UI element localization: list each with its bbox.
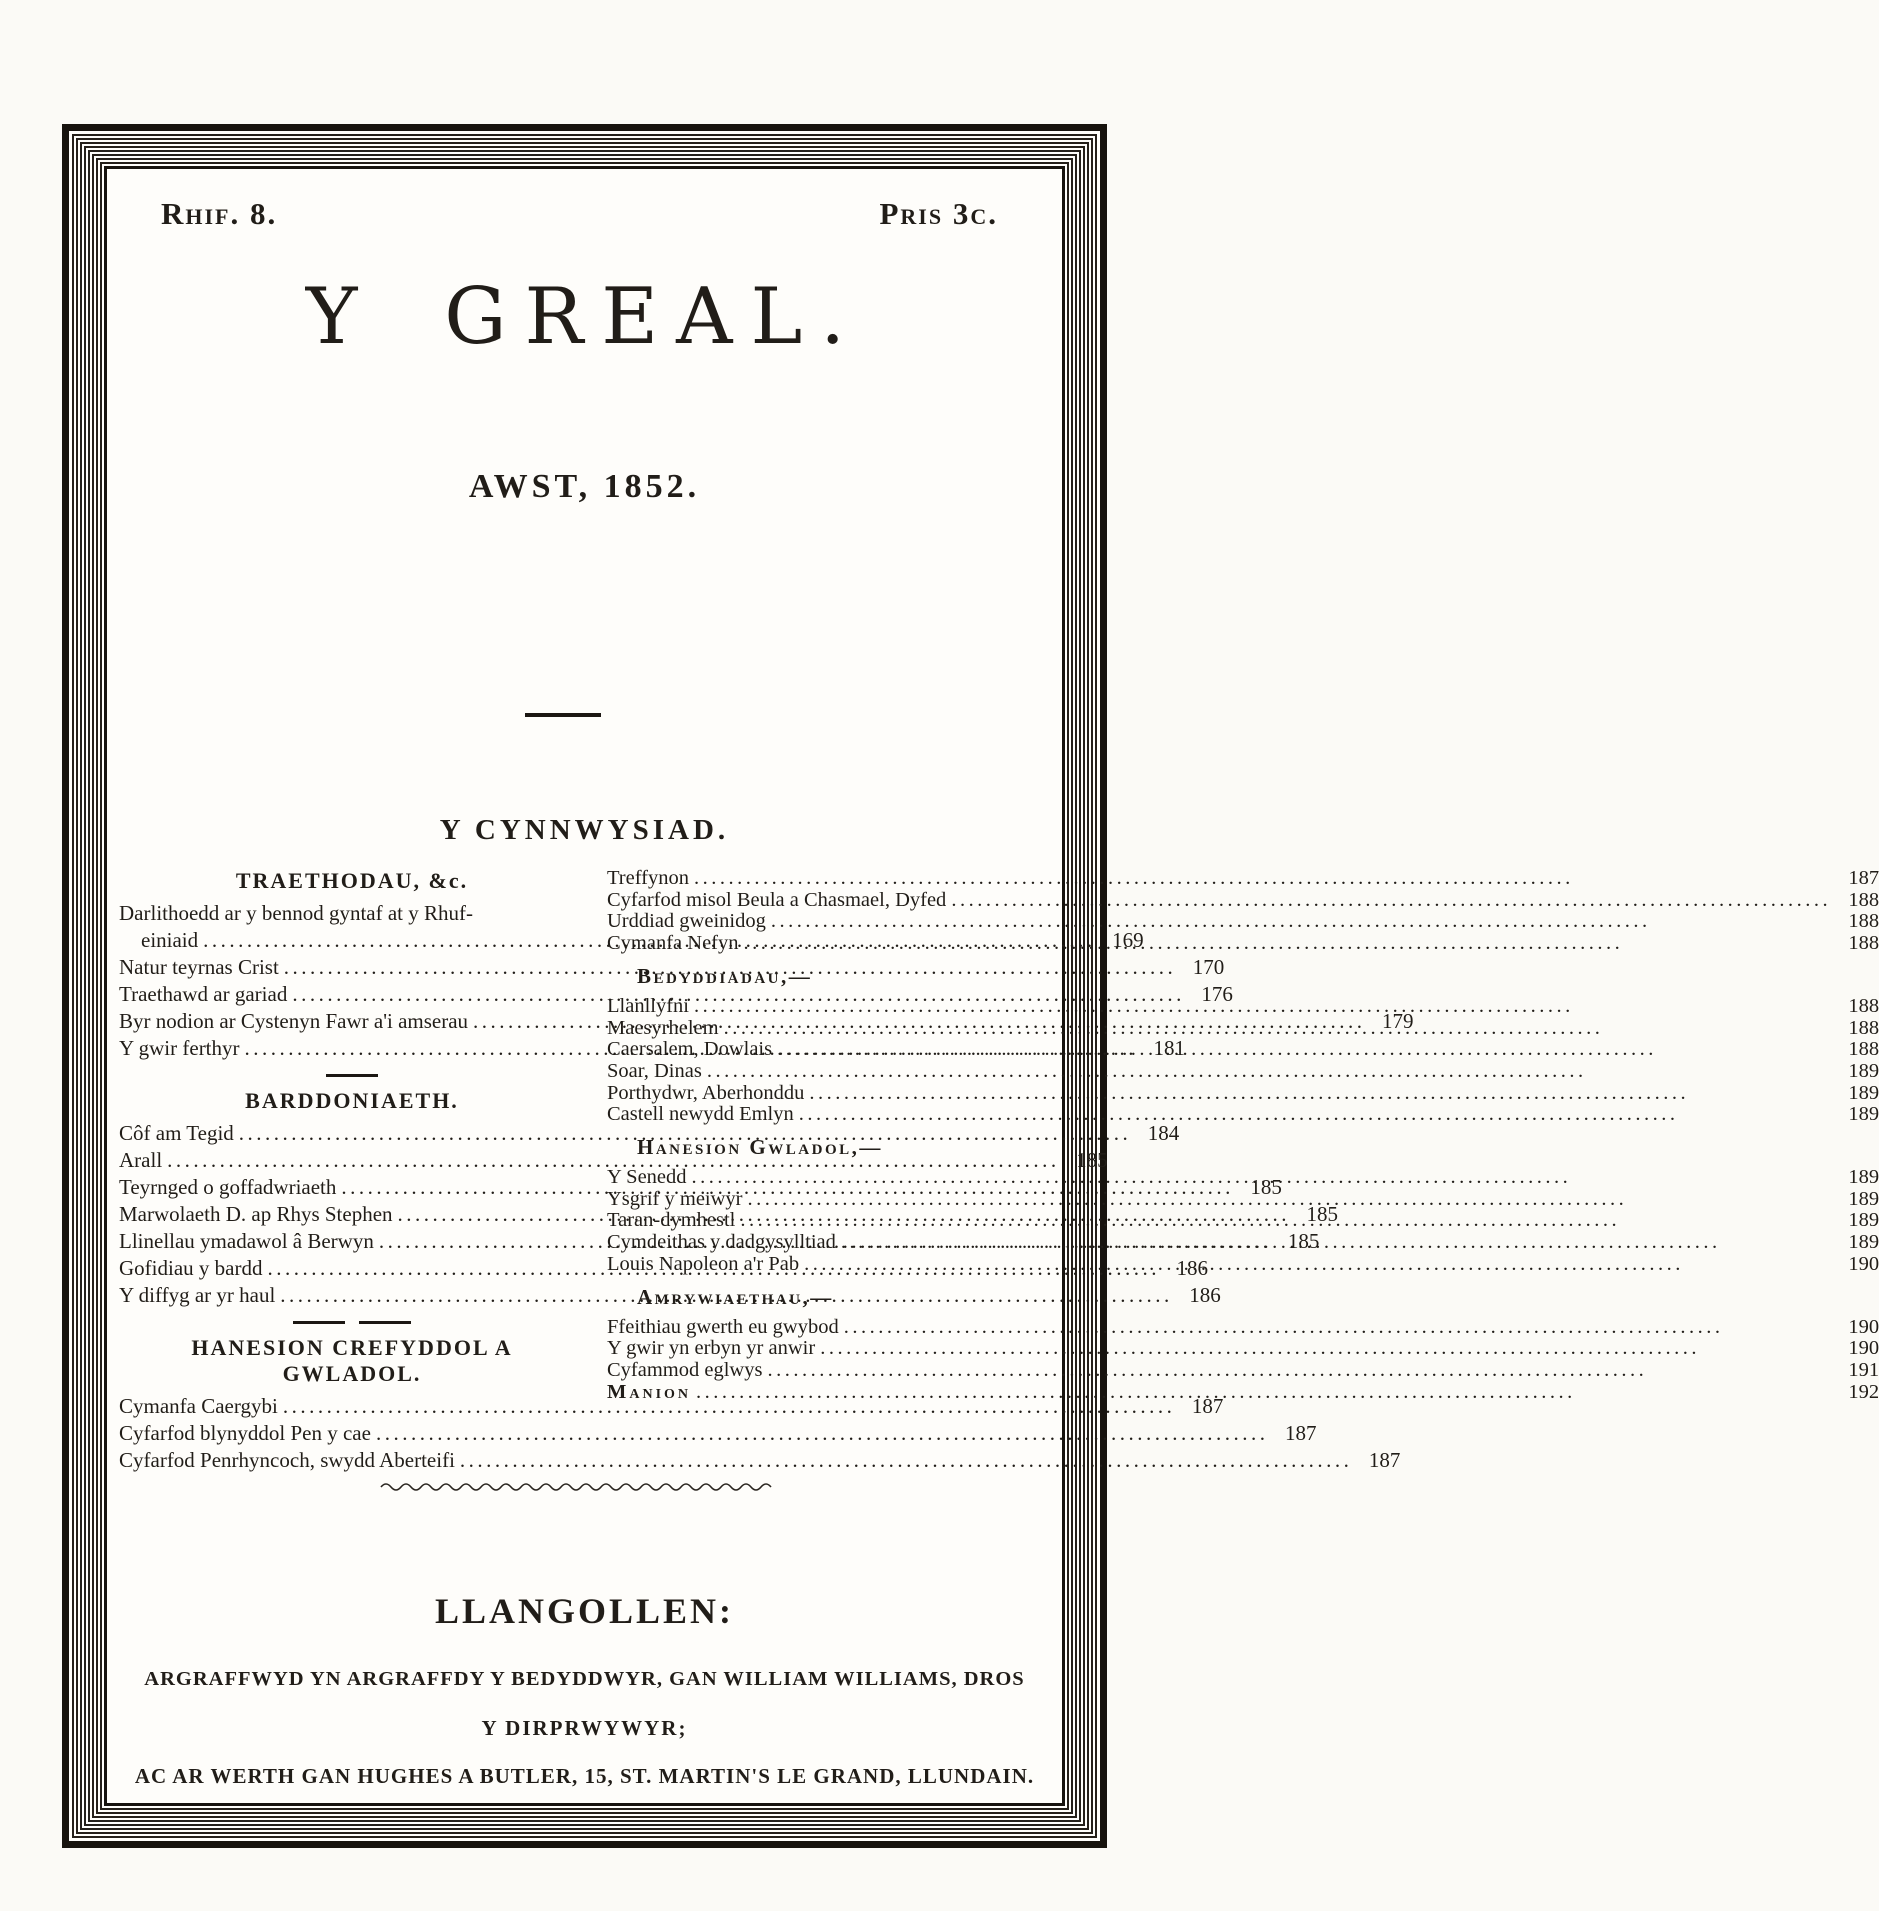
toc-entry-page: 187: [1848, 867, 1879, 889]
toc-entry-page: 185: [1306, 1202, 1339, 1226]
toc-entry-page: 189: [1848, 1209, 1879, 1232]
leader-dots: [777, 1039, 1831, 1061]
leader-dots: [844, 1317, 1831, 1339]
toc-entry: [607, 996, 1879, 1018]
toc-entry-page: 170: [1192, 955, 1225, 979]
toc-entry-label: Maesyrhelem: [607, 1016, 719, 1039]
toc-entry-label: Caersalem, Dowlais: [607, 1038, 773, 1061]
toc-entry-label: Soar, Dinas: [607, 1059, 702, 1082]
toc-entry-label: Natur teyrnas Crist: [119, 955, 279, 979]
masthead-row: [161, 196, 998, 232]
toc-entry-page: 181: [1153, 1036, 1186, 1060]
toc-entry-label: Taran-dymhestl: [607, 1209, 736, 1232]
toc-entry-label: Y Senedd: [607, 1166, 687, 1189]
leader-dots: [460, 1447, 1353, 1474]
toc-section-heading: BARDDONIAETH.: [245, 1088, 459, 1113]
leader-dots: [804, 1254, 1831, 1276]
toc-entry: [607, 1104, 1879, 1126]
toc-entry: [607, 1083, 1879, 1105]
leader-dots: [771, 911, 1831, 933]
toc-entry-page: 190: [1848, 1315, 1879, 1338]
toc-entry-label: Cymanfa Caergybi: [119, 1394, 278, 1418]
leader-dots: [767, 1360, 1831, 1382]
toc-entry-label: Cymanfa Nefyn: [607, 932, 739, 955]
toc-entry-label: Traethawd ar gariad: [119, 982, 288, 1006]
toc-entry-label: Darlithoedd ar y bennod gyntaf at y Rhuf-: [119, 901, 473, 925]
toc-entry-label: Arall: [119, 1148, 163, 1172]
leader-dots: [820, 1338, 1831, 1360]
toc-entry-page: 188: [1848, 888, 1879, 911]
toc-entry: [607, 1189, 1879, 1211]
toc-section-heading: TRAETHODAU, &c.: [235, 868, 469, 893]
toc-entry-label: Y diffyg ar yr haul: [119, 1283, 276, 1307]
toc-entry: [119, 1120, 1180, 1147]
imprint-line-1: ARGRAFFWYD YN ARGRAFFDY Y BEDYDDWYR, GAN WILLIAM WILLIAMS, DROS: [144, 1668, 1025, 1690]
toc-entry-label: Ysgrif y meiwyr: [607, 1187, 743, 1210]
toc-entry-label: Cymdeithas y dadgysylltiad: [607, 1231, 836, 1254]
toc-entry-page: 192: [1848, 1380, 1879, 1403]
toc-entry-page: 185: [1287, 1229, 1320, 1253]
toc-entry-label: Ffeithiau gwerth eu gwybod: [607, 1315, 839, 1338]
leader-dots: [841, 1232, 1831, 1254]
issue-number-label: Rhif. 8.: [161, 196, 278, 231]
toc-entry-label: Louis Napoleon a'r Pab: [607, 1252, 800, 1275]
toc-entry-page: 189: [1848, 1059, 1879, 1082]
toc-entry: [607, 890, 1879, 912]
page-content-area: [119, 176, 1879, 1796]
toc-entry-label: Treffynon: [607, 867, 690, 889]
toc-entry-label: einiaid: [141, 928, 199, 952]
toc-entry-page: 186: [1176, 1256, 1208, 1280]
decorative-border-frame: [62, 124, 1879, 1848]
toc-entry: [607, 1317, 1879, 1339]
leader-dots: [692, 1167, 1832, 1189]
toc-entry-label: Cyfarfod misol Beula a Chasmael, Dyfed: [607, 888, 947, 911]
toc-entry-page: 185: [1076, 1148, 1108, 1172]
toc-entry: [607, 1167, 1879, 1189]
toc-entry: [607, 933, 1879, 955]
toc-entry-page: 189: [1848, 1187, 1879, 1210]
section-divider-rule: [119, 1321, 585, 1324]
toc-entry-page: 187: [1284, 1421, 1317, 1445]
leader-dots: [740, 1210, 1831, 1232]
toc-entry-page: 176: [1201, 982, 1233, 1006]
toc-entry-page: 187: [1368, 1448, 1401, 1472]
toc-entry: [607, 1360, 1879, 1382]
toc-entry-page: 184: [1147, 1121, 1180, 1145]
price-label: Pris 3c.: [879, 196, 998, 231]
page-title: Y GREAL.: [305, 272, 864, 362]
toc-right-column: [599, 868, 1879, 1403]
toc-entry: [607, 1254, 1879, 1276]
leader-dots: [694, 996, 1831, 1018]
toc-entry: [119, 1447, 1401, 1474]
toc-entry-page: 188: [1848, 1016, 1879, 1039]
rule-segment: [326, 1074, 378, 1077]
toc-entry: [607, 1338, 1879, 1360]
toc-entry-page: 189: [1848, 1081, 1879, 1104]
toc-section-heading: Amrywiaethau,—: [637, 1284, 834, 1309]
toc-entry-label: Llinellau ymadawol â Berwyn: [119, 1229, 374, 1253]
toc-section-heading: HANESION CREFYDDOL A GWLADOL.: [191, 1335, 513, 1386]
toc-entry-page: 188: [1848, 910, 1879, 933]
leader-dots: [376, 1420, 1269, 1447]
toc-entry: [607, 1210, 1879, 1232]
leader-dots: [696, 1382, 1831, 1404]
leader-dots: [694, 868, 1831, 890]
toc-entry-page: 188: [1848, 1038, 1879, 1061]
toc-entry-label: Marwolaeth D. ap Rhys Stephen: [119, 1202, 393, 1226]
toc-entry-page: 189: [1848, 1166, 1879, 1189]
toc-entry-page: 188: [1848, 994, 1879, 1017]
toc-entry-label: Y gwir yn erbyn yr anwir: [607, 1337, 816, 1360]
toc-entry: [607, 868, 1879, 890]
toc-entry-label: Byr nodion ar Cystenyn Fawr a'i amserau: [119, 1009, 469, 1033]
toc-entry: [119, 1420, 1317, 1447]
rule-segment: [359, 1321, 411, 1324]
toc-entry-label: Porthydwr, Aberhonddu: [607, 1081, 805, 1104]
leader-dots: [809, 1083, 1831, 1105]
toc-entry-label: Cyfarfod blynyddol Pen y cae: [119, 1421, 371, 1445]
toc-entry: [607, 1061, 1879, 1083]
toc-entry-label: Urddiad gweinidog: [607, 910, 766, 933]
toc-entry-page: 190: [1848, 1252, 1879, 1275]
leader-dots: [744, 933, 1832, 955]
toc-section-heading: Hanesion Gwladol,—: [637, 1135, 883, 1160]
leader-dots: [724, 1018, 1831, 1040]
toc-entry-page: 188: [1848, 932, 1879, 955]
imprint-line-2: Y DIRPRWYWYR;: [481, 1716, 688, 1740]
contents-heading: Y CYNNWYSIAD.: [439, 814, 730, 846]
toc-entry-label: Y gwir ferthyr: [119, 1036, 240, 1060]
leader-dots: [951, 890, 1831, 912]
toc-entry-label: Gofidiau y bardd: [119, 1256, 263, 1280]
leader-dots: [707, 1061, 1831, 1083]
toc-entry-label: Manion: [607, 1380, 692, 1403]
toc-entry-page: 191: [1848, 1358, 1879, 1381]
toc-entry-page: 187: [1191, 1394, 1224, 1418]
toc-entry-page: 190: [1848, 1337, 1879, 1360]
toc-entry: [607, 1039, 1879, 1061]
toc-entry-label: Cyfarfod Penrhyncoch, swydd Aberteifi: [119, 1448, 455, 1472]
toc-entry-label: Cyfammod eglwys: [607, 1358, 763, 1381]
toc-entry-label: Côf am Tegid: [119, 1121, 234, 1145]
toc-entry: [607, 1232, 1879, 1254]
leader-dots: [748, 1189, 1832, 1211]
toc-entry-label: Llanllyfni: [607, 994, 689, 1017]
divider-rule: [525, 713, 601, 717]
toc-entry: [607, 1018, 1879, 1040]
toc-entry-page: 186: [1189, 1283, 1221, 1307]
section-divider-rule: [119, 1074, 585, 1077]
imprint-line-3: AC AR WERTH GAN HUGHES A BUTLER, 15, ST. MARTIN'S LE GRAND, LLUNDAIN.: [134, 1764, 1035, 1788]
leader-dots: [799, 1104, 1831, 1126]
toc-entry-page: 179: [1382, 1009, 1414, 1033]
toc-section-heading: Bedyddiadau,—: [637, 963, 813, 988]
toc-entry-page: 189: [1848, 1103, 1879, 1126]
imprint-place: LLANGOLLEN:: [434, 1591, 735, 1631]
toc-entry: [119, 900, 585, 927]
toc-entry-page: 189: [1848, 1231, 1879, 1254]
toc-entry: [607, 911, 1879, 933]
toc-entry-page: 169: [1112, 928, 1144, 952]
toc-entry-label: Castell newydd Emlyn: [607, 1103, 794, 1126]
toc-entry-page: 185: [1250, 1175, 1282, 1199]
toc-entry-label: Teyrnged o goffadwriaeth: [119, 1175, 337, 1199]
table-of-contents: [119, 867, 1879, 1474]
rule-segment: [293, 1321, 345, 1324]
toc-entry: [119, 1393, 1224, 1420]
toc-entry: [607, 1382, 1879, 1404]
date-line: AWST, 1852.: [468, 468, 701, 505]
wavy-rule: [379, 1481, 779, 1493]
